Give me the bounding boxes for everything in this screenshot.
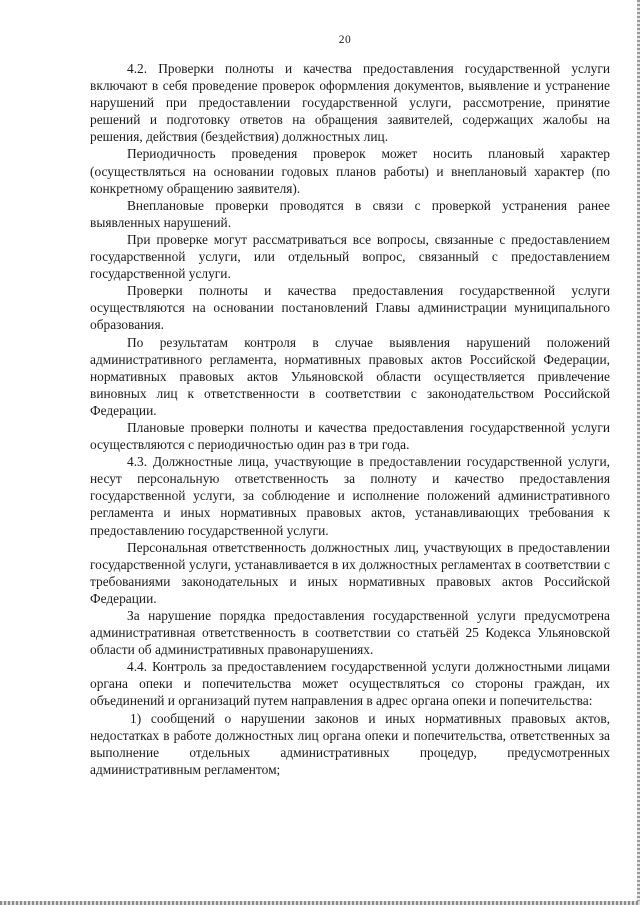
paragraph-check-basis: Проверки полноты и качества предоставления государственной услуги осуществляются на основании постановлений Главы администрации муниципального образования.: [90, 283, 610, 333]
list-item-1: 1) сообщений о нарушении законов и иных нормативных правовых актов, недостатках в работе должностных лиц органа опеки и попечительства, ответственных за выполнение отдельных административных процедур, предусмотренных административным регламентом;: [90, 710, 610, 777]
paragraph-personal-responsibility: Персональная ответственность должностных лиц, участвующих в предоставлении государственной услуги, устанавливается в их должностных регламентах в соответствии с требованиями законодательных и иных нормативных правовых актов Российской Федерации.: [90, 539, 610, 606]
paragraph-control-results: По результатам контроля в случае выявления нарушений положений административного регламента, нормативных правовых актов Российской Федерации, нормативных правовых актов Ульяновской области осуществляется привлечение виновных лиц к ответственности в соответствии с законодательством Российской Федерации.: [90, 334, 610, 418]
paragraph-4-2: 4.2. Проверки полноты и качества предоставления государственной услуги включают в себя проведение проверок оформления документов, выявление и устранение нарушений при предоставлении государственной услуги, рассмотрение, принятие решений и подготовку ответов на обращения заявителей, содержащих жалобы на решения, действия (бездействия) должностных лиц.: [90, 61, 610, 145]
scan-edge-bottom: [0, 901, 640, 905]
paragraph-periodicity: Периодичность проведения проверок может носить плановый характер (осуществляться на основании годовых планов работы) и внеплановый характер (по конкретному обращению заявителя).: [90, 146, 610, 196]
paragraph-4-3: 4.3. Должностные лица, участвующие в предоставлении государственной услуги, несут персональную ответственность за полноту и качество предоставления государственной услуги, за соблюдение и исполнение положений административного регламента и иных нормативных правовых актов, устанавливающих требования к предоставлению государственной услуги.: [90, 454, 610, 538]
document-body: [90, 60, 610, 778]
paragraph-unscheduled-checks: Внеплановые проверки проводятся в связи с проверкой устранения ранее выявленных нарушений.: [90, 197, 610, 230]
paragraph-administrative-liability: За нарушение порядка предоставления государственной услуги предусмотрена административная ответственность в соответствии со статьёй 25 Кодекса Ульяновской области об административных правонарушениях.: [90, 608, 610, 658]
paragraph-scheduled-checks: Плановые проверки полноты и качества предоставления государственной услуги осуществляются с периодичностью один раз в три года.: [90, 419, 610, 453]
page-number: 20: [338, 34, 352, 46]
paragraph-4-4: 4.4. Контроль за предоставлением государственной услуги должностными лицами органа опеки и попечительства может осуществляться со стороны граждан, их объединений и организаций путем направления в адрес органа опеки и попечительства:: [90, 659, 610, 709]
paragraph-check-scope: При проверке могут рассматриваться все вопросы, связанные с предоставлением государственной услуги, или отдельный вопрос, связанный с предоставлением государственной услуги.: [90, 231, 610, 282]
